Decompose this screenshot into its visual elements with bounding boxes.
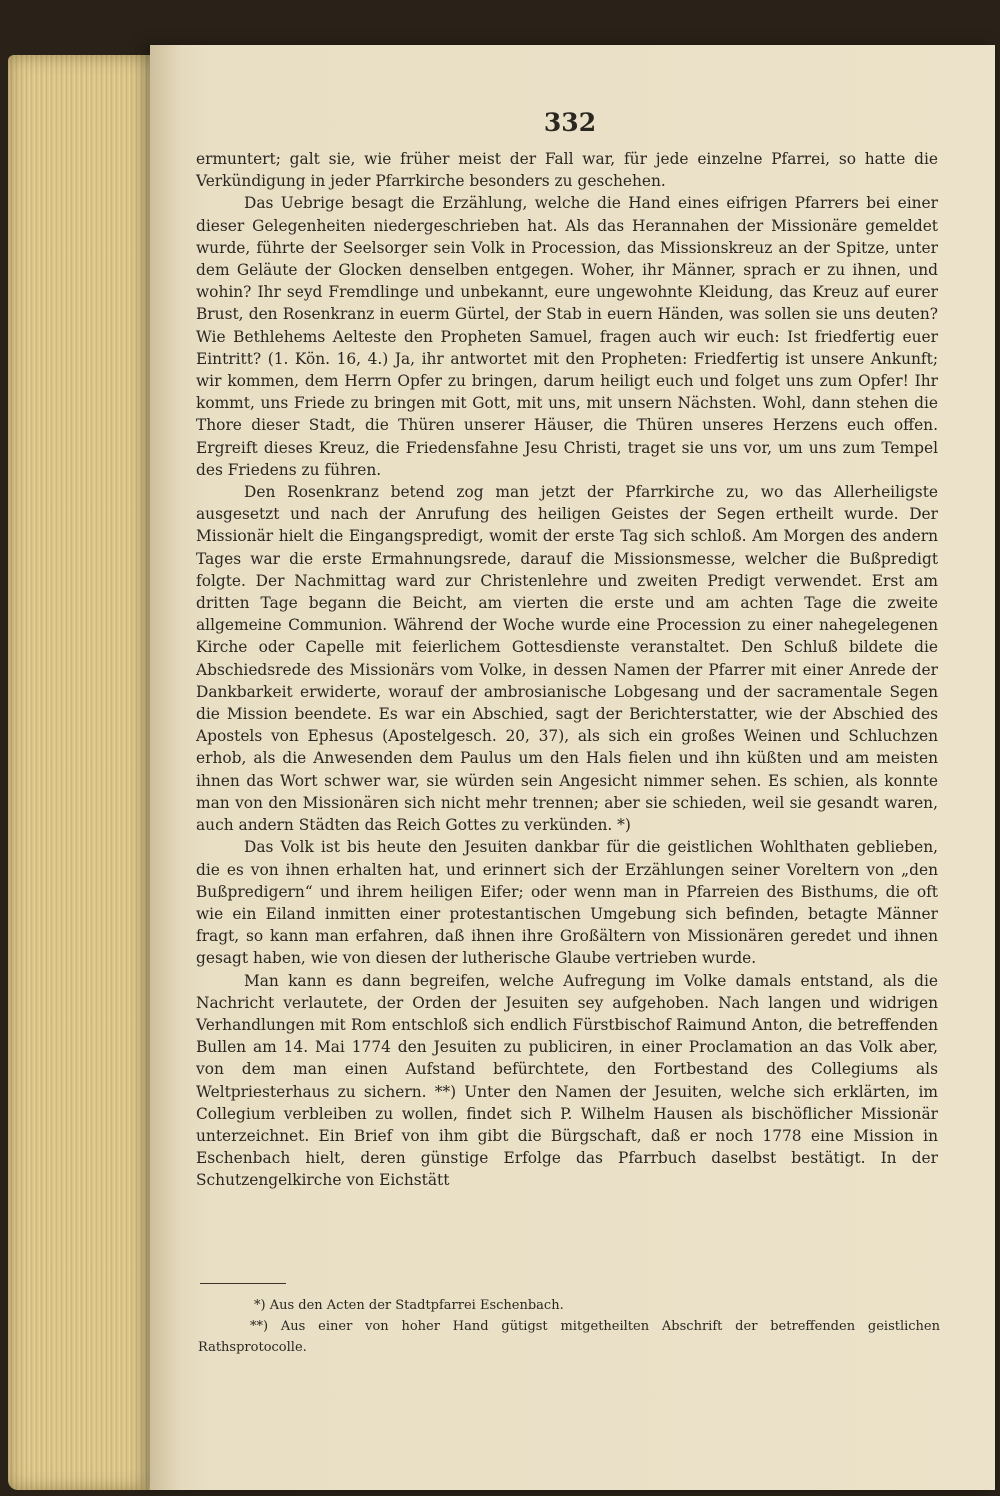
footnote-2: **) Aus einer von hoher Hand gütigst mitgetheilten Abschrift der betreffenden geistlichen Rathsprotocolle. <box>198 1319 940 1355</box>
paragraph-5: Man kann es dann begreifen, welche Aufregung im Volke damals entstand, als die Nachricht verlautete, der Orden der Jesuiten sey aufgehoben. Nach langen und widrigen Verhandlungen mit Rom entschloß sich endlich Fürstbischof Raimund Anton, die betreffenden Bullen am 14. Mai 1774 den Jesuiten zu publiciren, in einer Proclamation an das Volk aber, von dem man einen Aufstand befürchtete, den Fortbestand des Collegiums als Weltpriesterhaus zu sichern. **) Unter den Namen der Jesuiten, welche sich erklärten, im Collegium verbleiben zu wollen, findet sich P. Wilhelm Hausen als bischöflicher Missionär unterzeichnet. Ein Brief von ihm gibt die Bürgschaft, daß er noch 1778 eine Mission in Eschenbach hielt, deren günstige Erfolge das Pfarrbuch daselbst bestätigt. In der Schutzengelkirche von Eichstätt <box>196 971 938 1190</box>
paragraph-4: Das Volk ist bis heute den Jesuiten dankbar für die geistlichen Wohlthaten geblieben, die es von ihnen erhalten hat, und erinnert sich der Erzählungen seiner Voreltern von „den Bußpredigern“ und ihrem heiligen Eifer; oder wenn man in Pfarreien des Bisthums, die oft wie ein Eiland inmitten einer protestantischen Umgebung sich befinden, betagte Männer fragt, so kann man erfahren, daß ihnen ihre Großältern von Missionären geredet und ihnen gesagt haben, wie von diesen der lutherische Glaube vertrieben wurde. <box>196 838 938 968</box>
book-page-edges <box>8 55 168 1490</box>
body-text <box>196 148 938 1192</box>
footnote-1: *) Aus den Acten der Stadtpfarrei Eschenbach. <box>254 1298 564 1313</box>
footnotes <box>198 1295 940 1358</box>
page-number: 332 <box>543 108 597 137</box>
paragraph-1: ermuntert; galt sie, wie früher meist der Fall war, für jede einzelne Pfarrei, so hatte die Verkündigung in jeder Pfarrkirche besonders zu geschehen. <box>196 150 938 191</box>
footnote-divider <box>200 1283 286 1284</box>
paragraph-2: Das Uebrige besagt die Erzählung, welche die Hand eines eifrigen Pfarrers bei einer dieser Gelegenheiten niedergeschrieben hat. Als das Herannahen der Missionäre gemeldet wurde, führte der Seelsorger sein Volk in Procession, das Missionskreuz an der Spitze, unter dem Geläute der Glocken denselben entgegen. Woher, ihr Männer, sprach er zu ihnen, und wohin? Ihr seyd Fremdlinge und unbekannt, eure ungewohnte Kleidung, das Kreuz auf eurer Brust, den Rosenkranz in euerm Gürtel, der Stab in euern Händen, was sollen sie uns deuten? Wie Bethlehems Aelteste den Propheten Samuel, fragen auch wir euch: Ist friedfertig euer Eintritt? (1. Kön. 16, 4.) Ja, ihr antwortet mit den Propheten: Friedfertig ist unsere Ankunft; wir kommen, dem Herrn Opfer zu bringen, darum heiligt euch und folget uns zum Opfer! Ihr kommt, uns Friede zu bringen mit Gott, mit uns, mit unsern Nächsten. Wohl, dann stehen die Thore dieser Stadt, die Thüren unserer Häuser, die Thüren unseres Herzens euch offen. Ergreift dieses Kreuz, die Friedensfahne Jesu Christi, traget sie uns vor, um uns zum Tempel des Friedens zu führen. <box>196 194 938 479</box>
paragraph-3: Den Rosenkranz betend zog man jetzt der Pfarrkirche zu, wo das Allerheiligste ausgesetzt und nach der Anrufung des heiligen Geistes der Segen ertheilt wurde. Der Missionär hielt die Eingangspredigt, womit der erste Tag sich schloß. Am Morgen des andern Tages war die erste Ermahnungsrede, darauf die Missionsmesse, welcher die Bußpredigt folgte. Der Nachmittag ward zur Christenlehre und zweiten Predigt verwendet. Erst am dritten Tage begann die Beicht, am vierten die erste und am achten Tage die zweite allgemeine Communion. Während der Woche wurde eine Procession zu einer nahegelegenen Kirche oder Capelle mit feierlichem Gottesdienste veranstaltet. Den Schluß bildete die Abschiedsrede des Missionärs vom Volke, in dessen Namen der Pfarrer mit einer Anrede der Dankbarkeit erwiderte, worauf der ambrosianische Lobgesang und der sacramentale Segen die Mission beendete. Es war ein Abschied, sagt der Berichterstatter, wie der Abschied des Apostels von Ephesus (Apostelgesch. 20, 37), als sich ein großes Weinen und Schluchzen erhob, als die Anwesenden dem Paulus um den Hals fielen und ihn küßten und am meisten ihnen das Wort schwer war, sie würden sein Angesicht nimmer sehen. Es schien, als konnte man von den Missionären sich nicht mehr trennen; aber sie schieden, weil sie gesandt waren, auch andern Städten das Reich Gottes zu verkünden. *) <box>196 483 938 835</box>
